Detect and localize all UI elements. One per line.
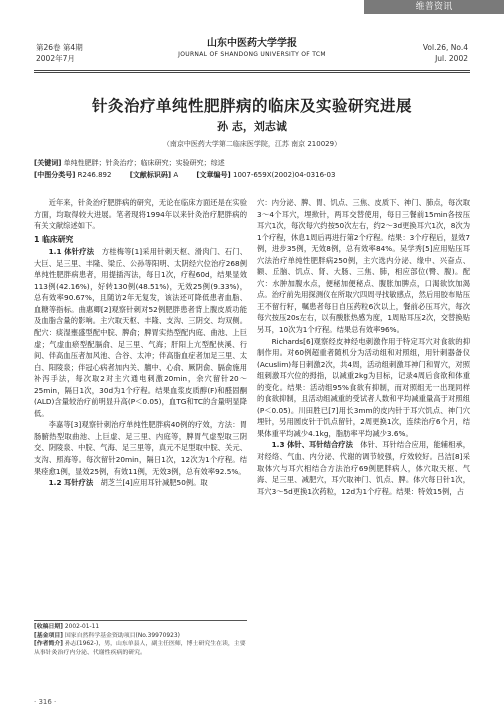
footnote-block	[34, 620, 247, 657]
subsection-1-1-text: 方桂梅等[1]采用针刺天枢、滑肉门、石门、大巨、足三里、丰隆、梁丘、公孙等阳明、太阴经穴位治疗268例单纯性肥胖病患者，用提插泻法，每日1次，疗程60d，结果显效113例(42.16%)，好转130例(48.51%)，无效25例(9.33%)，总有效率90.67%，且随访2年无复发，该法还可降低患者血脂、血糖等指标。曲惠卿[2]观察针刺对52例肥胖患者背上腹皮质功能及血脂含量的影响。主穴取天枢、丰隆、支沟、三阴交、均双侧。配穴：痰湿壅盛型配中脘、脾俞；脾胃实热型配内庭、曲池、上巨虚；气虚血瘀型配膈俞、足三里、气海；肝阳上亢型配侠溪、行间、伴高血压者加风池、合谷、太冲；伴高脂血症者加足三里、太白、阳陵泉；伴冠心病者加内关、膻中、心俞、厥阴俞、膈俞施用补泻手法，每次取2对主穴通电刺激20min，余穴留针20～25min，隔日1次，30d为1个疗程。结果血浆皮质醇(F)和醛固酮(ALD)含量较治疗前明显升高(P＜0.05)，血TG和TC的含量明显降低。	[34, 247, 248, 418]
subsection-1-3	[257, 439, 470, 497]
volume-en: Vol.26, No.4	[422, 43, 468, 52]
right-paragraph-2: Richards[6]观察经皮神经电刺激作用于特定耳穴对食欲的抑制作用。对60例超重者随机分为活动组和对照组，用针刺器备仪(Acuslim)每日刺激2次，共4周，活动组刺激耳神门和胃穴，对照组刺激耳穴位的拇指，以减重2kg为目标，记录4周后食欲和体重的变化。结果：活动组95%食欲有抑制，而对照组无一出现同样的食欲抑制，且活动组减重的受试者人数和平均减重量高于对照组(P＜0.05)。川田胜已[7]用长3mm的皮内针于耳穴饥点、神门穴埋针，另用圆皮针于饥点留针，2周更换1次，连续治疗6个月，结果体重平均减少4.1kg，脂肪率平均减少3.6%。	[257, 336, 470, 438]
volume-cn: 第26卷 第4期	[36, 43, 83, 52]
fund-line	[34, 632, 247, 641]
header-rule-thin	[34, 72, 470, 73]
doc-label: [文献标识码]	[129, 171, 172, 179]
author-affiliation: （南京中医药大学第二临床医学院，江苏 南京 210029）	[162, 140, 342, 148]
received-date: 2002-01-11	[64, 624, 100, 630]
intro-paragraph: 近年来，针灸治疗肥胖病的研究，无论在临床方面还是在实验方面，均取得较大进展。笔者现将1994年以来针灸治疗肥胖病的有关文献综述如下。	[34, 198, 247, 231]
watermark: 维普资讯 http://www.cqvip.com	[364, 0, 504, 14]
keywords: 单纯性肥胖；针灸治疗；临床研究；实验研究；综述	[63, 159, 225, 167]
keywords-label: [关键词]	[34, 159, 62, 167]
bio-label: [作者简介]	[34, 641, 63, 648]
fund-text: 国家自然科学基金资助项目(No.39970923)	[64, 632, 180, 639]
article-title: 针灸治疗单纯性肥胖病的临床及实验研究进展	[91, 97, 412, 115]
header-right	[423, 42, 468, 64]
subsection-1-1	[34, 246, 247, 419]
header-rule	[34, 70, 470, 71]
art-code: 1007-659X(2002)04-0316-03	[233, 171, 336, 179]
bio-line	[34, 640, 247, 657]
date-cn: 2002年7月	[36, 54, 75, 63]
article-author: 孙 志，刘志诚	[217, 120, 287, 133]
subsection-1-2	[34, 477, 247, 489]
art-label: [文章编号]	[196, 171, 231, 179]
classification-line	[34, 170, 335, 181]
bio-text: 孙志(1962-)，男，山东单县人，副主任医师，博士研究生在读，主要从事针灸治疗内分泌、代谢性疾病的研究。	[34, 641, 246, 656]
subsection-1-1-label: 1.1 体针疗法	[48, 247, 95, 257]
subsection-1-3-label: 1.3 体针、耳针结合疗法	[271, 440, 353, 450]
paragraph-li: 李嘉等[3]观察针刺治疗单纯性肥胖病40例的疗效，方法：胃肠腑热型取曲池、上巨虚、足三里、内庭等，脾胃气虚型取三阴交、阴陵泉、中脘、气海、足三里等，真元不足型取中脘、关元、支沟、照海等。每次留针20min，隔日1次，12次为1个疗程。结果痊愈1例，显效25例，有效11例，无效3例，总有效率92.5%。	[34, 420, 247, 476]
journal-name-en: JOURNAL OF SHANDONG UNIVERSITY OF TCM	[178, 51, 326, 58]
received-line	[34, 623, 247, 632]
subsection-1-3-text: 体针、耳针结合应用，能辅相承，对经络、气血、内分泌、代谢的调节较强，疗效较好。吕洁[8]采取体穴与耳穴相结合方法治疗69例肥胖病人，体穴取天枢、气海、足三里、减肥穴，耳穴取神门、饥点、脾。体穴每日针1次，耳穴3～5d更换1次药粒，12d为1个疗程。结果：特效15例，占	[257, 440, 471, 496]
journal-name-cn: 山东中医药大学学报	[207, 38, 297, 49]
fund-label: [基金项目]	[34, 632, 63, 639]
right-column	[257, 197, 470, 497]
left-column	[34, 197, 247, 489]
subsection-1-2-text: 胡芝兰[4]应用耳针减肥50例。取	[100, 478, 208, 488]
subsection-1-2-label: 1.2 耳针疗法	[48, 478, 94, 488]
section-1-title: 1 临床研究	[34, 234, 74, 244]
journal-header	[34, 36, 470, 70]
received-label: [收稿日期]	[34, 624, 63, 630]
right-paragraph-1: 穴：内分泌、脾、胃、饥点、三焦、皮质下、神门、肺点，每次取3～4个耳穴，埋揿针，两耳交替使用，每日三餐前15min各按压耳穴1次，每次每穴约按50次左右，约2～3d更换耳穴1次，8次为1个疗程，休息1周后再进行第2个疗程。结果：3个疗程后，显效7例，进步35例，无效8例，总有效率84%。吴学秀[5]应用贴压耳穴法治疗单纯性肥胖病250例，主穴选内分泌、缘中、兴奋点、额、丘脑、饥点、肾、大肠、三焦、肺，相应部位(臀、腹)。配穴：水肿加腹水点，便秘加便秘点、腹胀加脾点，口渴欲饮加渴点。治疗前先用探测仪在所取穴四周寻找敏感点，然后用胶布贴压王不留行籽，嘱患者每日自压药粒6次以上，餐前必压耳穴，每次每穴按压20s左右，以有酸胀热感为度，1周贴耳压2次，交替换贴另耳，10次为1个疗程。结果总有效率96%。	[257, 198, 470, 335]
keywords-line	[34, 158, 225, 169]
cls-label: [中图分类号]	[34, 171, 76, 179]
cls-code: R246.892	[77, 171, 112, 179]
date-en: Jul. 2002	[435, 54, 468, 63]
doc-code: A	[173, 171, 179, 179]
page-number: · 316 ·	[34, 698, 57, 706]
header-center	[34, 37, 470, 60]
